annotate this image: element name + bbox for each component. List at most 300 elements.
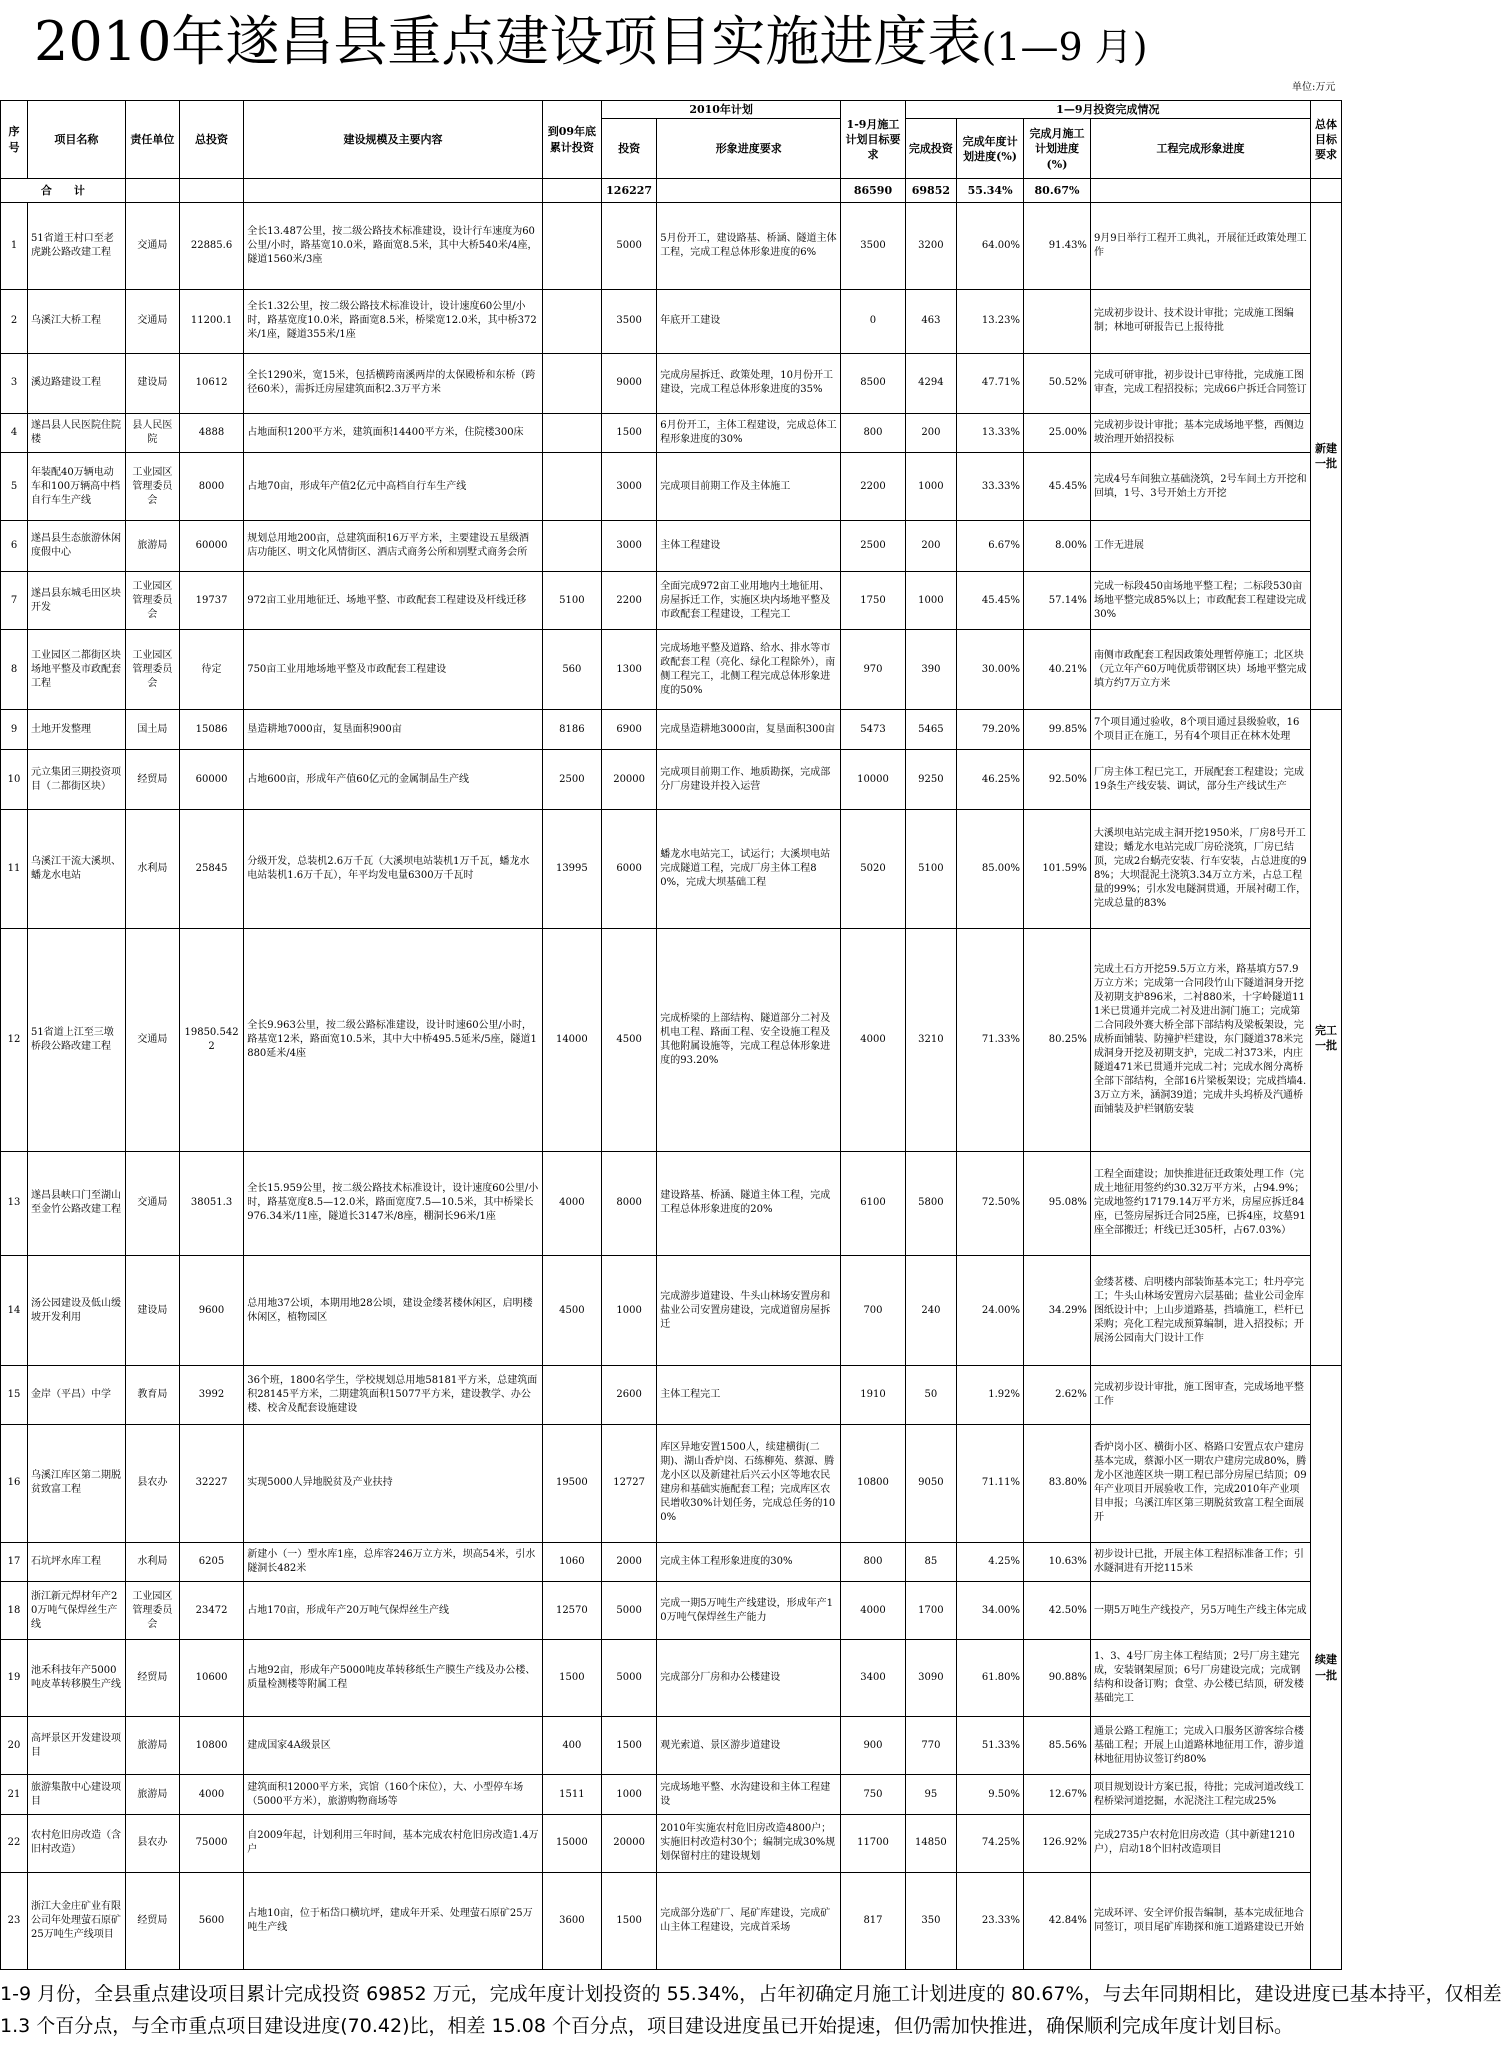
cell-pm: 99.85%	[1024, 710, 1091, 750]
cell-m9: 10000	[841, 750, 905, 810]
cell-m9: 970	[841, 629, 905, 710]
cell-no: 23	[1, 1872, 28, 1969]
cell-scope: 建筑面积12000平方米，宾馆（160个床位），大、小型停车场（5000平方米），旅游购物商场等	[244, 1775, 543, 1815]
cell-name: 池禾科技年产5000吨皮革转移膜生产线	[28, 1639, 126, 1716]
cell-inv: 1500	[601, 1716, 656, 1775]
cell-m9: 6100	[841, 1151, 905, 1256]
cell-scope: 全长1290米，宽15米，包括横跨南溪两岸的太保殿桥和东桥（跨径60米），需拆迁房屋建筑面积2.3万平方米	[244, 353, 543, 413]
cell-inv: 2200	[601, 572, 656, 630]
cell-dept: 交通局	[125, 929, 179, 1151]
cell-m9: 700	[841, 1256, 905, 1366]
cell-done: 3090	[905, 1639, 956, 1716]
cell-no: 9	[1, 710, 28, 750]
cell-cum	[542, 413, 601, 453]
note-line-1: 1-9 月份，全县重点建设项目累计完成投资 69852 万元，完成年度计划投资的 55.34%，占年初确定月施工计划进度的 80.67%，与去年同期相比，建设进度已基本持平，仅相差	[0, 1983, 1502, 2005]
cell-pm: 92.50%	[1024, 750, 1091, 810]
cell-done: 85	[905, 1542, 956, 1582]
cell-no: 4	[1, 413, 28, 453]
cell-dept: 旅游局	[125, 1716, 179, 1775]
cell-total: 23472	[179, 1582, 243, 1640]
cell-inv: 20000	[601, 750, 656, 810]
cell-scope: 占地70亩，形成年产值2亿元中高档自行车生产线	[244, 453, 543, 521]
cell-inv: 2000	[601, 1542, 656, 1582]
cell-done: 200	[905, 521, 956, 572]
cell-py: 51.33%	[957, 1716, 1024, 1775]
table-row	[1, 413, 1342, 453]
cell-total: 38051.3	[179, 1151, 243, 1256]
header-scope: 建设规模及主要内容	[244, 101, 543, 179]
cell-name: 遂昌县峡口门至湖山至金竹公路改建工程	[28, 1151, 126, 1256]
cell-inv: 1300	[601, 629, 656, 710]
cell-dept: 工业园区管理委员会	[125, 453, 179, 521]
cell-fd: 厂房主体工程已完工，开展配套工程建设；完成19条生产线安装、调试，部分生产线试生产	[1090, 750, 1310, 810]
cell-total: 10612	[179, 353, 243, 413]
cell-scope: 占地92亩，形成年产5000吨皮革转移纸生产膜生产线及办公楼、质量检测楼等附属工程	[244, 1639, 543, 1716]
header-form-req: 形象进度要求	[657, 119, 841, 179]
cell-fd: 通景公路工程施工；完成入口服务区游客综合楼基础工程；开展上山道路林地征用工作，游步道林地征用协议签订约80%	[1090, 1716, 1310, 1775]
table-row	[1, 1872, 1342, 1969]
cell-no: 21	[1, 1775, 28, 1815]
cell-pm: 50.52%	[1024, 353, 1091, 413]
cell-py: 24.00%	[957, 1256, 1024, 1366]
header-form-done: 工程完成形象进度	[1090, 119, 1310, 179]
header-total: 总投资	[179, 101, 243, 179]
cell-pm: 101.59%	[1024, 810, 1091, 929]
cell-fd: 大溪坝电站完成主洞开挖1950米，厂房8号开工建设；蟠龙水电站完成厂房砼浇筑，厂房已结顶，完成2台蜗壳安装、行车安装，占总进度的98%；大坝混泥土浇筑3.34万立方米，占总工程量的99%；引水发电隧洞贯通，开展衬砌工作，完成总量的83%	[1090, 810, 1310, 929]
cell-total: 22885.6	[179, 202, 243, 289]
cell-fd: 工程全面建设；加快推进征迁政策处理工作（完成土地征用签约约30.32万平方米，占94.9%；完成地签约17179.14万平方米，房屋应拆迁84座，已签房屋拆迁合同25座，已拆4座，坟墓91座全部搬迁；杆线已迁305杆，占67.03%）	[1090, 1151, 1310, 1256]
cell-cum	[542, 453, 601, 521]
cell-req: 完成部分厂房和办公楼建设	[657, 1639, 841, 1716]
cell-dept: 水利局	[125, 1542, 179, 1582]
cell-py: 79.20%	[957, 710, 1024, 750]
cell-pm: 45.45%	[1024, 453, 1091, 521]
title-main: 2010年遂昌县重点建设项目实施进度表	[34, 10, 982, 73]
cell-fd: 完成初步设计、技术设计审批；完成施工图编制；林地可研报告已上报待批	[1090, 289, 1310, 353]
cell-scope: 占地600亩，形成年产值60亿元的金属制品生产线	[244, 750, 543, 810]
total-m9: 86590	[841, 179, 905, 203]
cell-done: 1700	[905, 1582, 956, 1640]
cell-name: 遂昌县东城毛田区块开发	[28, 572, 126, 630]
cell-m9: 10800	[841, 1425, 905, 1543]
table-row	[1, 1582, 1342, 1640]
cell-done: 3210	[905, 929, 956, 1151]
table-row	[1, 453, 1342, 521]
cell-name: 年装配40万辆电动车和100万辆高中档自行车生产线	[28, 453, 126, 521]
cell-total: 75000	[179, 1815, 243, 1873]
cell-py: 72.50%	[957, 1151, 1024, 1256]
header-cum09: 到09年底累计投资	[542, 101, 601, 179]
cell-total: 15086	[179, 710, 243, 750]
cell-inv: 5000	[601, 202, 656, 289]
cell-dept: 交通局	[125, 202, 179, 289]
cell-py: 74.25%	[957, 1815, 1024, 1873]
cell-name: 元立集团三期投资项目（二都街区块）	[28, 750, 126, 810]
cell-fd: 9月9日举行工程开工典礼，开展征迁政策处理工作	[1090, 202, 1310, 289]
table-row	[1, 1815, 1342, 1873]
cell-no: 12	[1, 929, 28, 1151]
cell-pm: 8.00%	[1024, 521, 1091, 572]
cell-pm: 80.25%	[1024, 929, 1091, 1151]
cell-m9: 817	[841, 1872, 905, 1969]
cell-cum: 14000	[542, 929, 601, 1151]
header-name: 项目名称	[28, 101, 126, 179]
total-pct-month: 80.67%	[1024, 179, 1091, 203]
cell-m9: 800	[841, 1542, 905, 1582]
cell-m9: 3400	[841, 1639, 905, 1716]
cell-py: 9.50%	[957, 1775, 1024, 1815]
cell-scope: 分级开发，总装机2.6万千瓦（大溪坝电站装机1万千瓦，蟠龙水电站装机1.6万千瓦），年平均发电量6300万千瓦时	[244, 810, 543, 929]
cell-name: 石坑坪水库工程	[28, 1542, 126, 1582]
cell-scope: 新建小（一）型水库1座，总库容246万立方米，坝高54米，引水隧洞长482米	[244, 1542, 543, 1582]
cell-inv: 5000	[601, 1582, 656, 1640]
cell-scope: 自2009年起，计划利用三年时间，基本完成农村危旧房改造1.4万户	[244, 1815, 543, 1873]
cell-no: 13	[1, 1151, 28, 1256]
cell-no: 6	[1, 521, 28, 572]
cell-pm: 57.14%	[1024, 572, 1091, 630]
cell-pm: 12.67%	[1024, 1775, 1091, 1815]
cell-req: 完成项目前期工作、地质勘探，完成部分厂房建设并投入运营	[657, 750, 841, 810]
cell-name: 遂昌县人民医院住院楼	[28, 413, 126, 453]
cell-dept: 县人民医院	[125, 413, 179, 453]
cell-dept: 交通局	[125, 289, 179, 353]
cell-req: 蟠龙水电站完工，试运行；大溪坝电站完成隧道工程，完成厂房主体工程80%，完成大坝基础工程	[657, 810, 841, 929]
cell-fd: 7个项目通过验收，8个项目通过县级验收，16个项目正在施工，另有4个项目正在林木处理	[1090, 710, 1310, 750]
cell-done: 95	[905, 1775, 956, 1815]
cell-name: 土地开发整理	[28, 710, 126, 750]
cell-req: 完成项目前期工作及主体施工	[657, 453, 841, 521]
cell-cum: 8186	[542, 710, 601, 750]
cell-inv: 1500	[601, 1872, 656, 1969]
cell-m9: 5020	[841, 810, 905, 929]
cell-scope: 规划总用地200亩，总建筑面积16万平方米，主要建设五星级酒店功能区、明文化风情街区、酒店式商务公所和别墅式商务会所	[244, 521, 543, 572]
cell-inv: 6900	[601, 710, 656, 750]
cell-py: 64.00%	[957, 202, 1024, 289]
cell-fd: 完成环评、安全评价报告编制，基本完成征地合同签订，项目尾矿库勘探和施工道路建设已开始	[1090, 1872, 1310, 1969]
cell-req: 完成一期5万吨生产线建设，形成年产10万吨气保焊丝生产能力	[657, 1582, 841, 1640]
cell-no: 17	[1, 1542, 28, 1582]
cell-inv: 1000	[601, 1256, 656, 1366]
cell-cum	[542, 202, 601, 289]
cell-fd: 完成初步设计审批，施工图审查，完成场地平整工作	[1090, 1366, 1310, 1425]
goal-cell: 完工一批	[1311, 710, 1342, 1366]
cell-inv: 20000	[601, 1815, 656, 1873]
cell-req: 完成部分选矿厂、尾矿库建设，完成矿山主体工程建设，完成首采场	[657, 1872, 841, 1969]
table-row	[1, 289, 1342, 353]
cell-pm: 2.62%	[1024, 1366, 1091, 1425]
cell-no: 10	[1, 750, 28, 810]
cell-name: 遂昌县生态旅游休闲度假中心	[28, 521, 126, 572]
cell-total: 待定	[179, 629, 243, 710]
cell-req: 观光索道、景区游步道建设	[657, 1716, 841, 1775]
cell-inv: 3000	[601, 453, 656, 521]
cell-pm: 126.92%	[1024, 1815, 1091, 1873]
cell-scope: 全长1.32公里，按二级公路技术标准设计，设计速度60公里/小时，路基宽度10.0米，路面宽8.5米，桥梁宽12.0米，其中桥372米/1座，隧道355米/1座	[244, 289, 543, 353]
cell-no: 20	[1, 1716, 28, 1775]
cell-req: 完成场地平整、水沟建设和主体工程建设	[657, 1775, 841, 1815]
cell-name: 高坪景区开发建设项目	[28, 1716, 126, 1775]
cell-dept: 县农办	[125, 1815, 179, 1873]
cell-total: 11200.1	[179, 289, 243, 353]
cell-no: 15	[1, 1366, 28, 1425]
total-label: 合 计	[1, 179, 126, 203]
cell-no: 11	[1, 810, 28, 929]
cell-inv: 9000	[601, 353, 656, 413]
cell-name: 工业园区二都街区块场地平整及市政配套工程	[28, 629, 126, 710]
cell-py: 46.25%	[957, 750, 1024, 810]
cell-dept: 交通局	[125, 1151, 179, 1256]
cell-req: 库区异地安置1500人，续建横街(二期)、湖山香炉岗、石练柳苑、蔡源、腾龙小区以及新建社后兴云小区等地农民建房和基础实施配套工程；完成库区农民增收30%计划任务，完成总任务的100%	[657, 1425, 841, 1543]
table-row	[1, 810, 1342, 929]
title-suffix: (1—9 月)	[981, 25, 1148, 69]
cell-total: 32227	[179, 1425, 243, 1543]
header-pct-year: 完成年度计划进度(%)	[957, 119, 1024, 179]
cell-dept: 旅游局	[125, 521, 179, 572]
cell-total: 3992	[179, 1366, 243, 1425]
cell-done: 240	[905, 1256, 956, 1366]
cell-inv: 3000	[601, 521, 656, 572]
cell-inv: 3500	[601, 289, 656, 353]
cell-fd: 1、3、4号厂房主体工程结顶；2号厂房主建完成，安装钢架屋顶；6号厂房建设完成；完成钢结构和设备订购；食堂、办公楼已结顶，研发楼基础完工	[1090, 1639, 1310, 1716]
cell-py: 6.67%	[957, 521, 1024, 572]
cell-cum: 15000	[542, 1815, 601, 1873]
cell-done: 5800	[905, 1151, 956, 1256]
total-pct-year: 55.34%	[957, 179, 1024, 203]
cell-scope: 750亩工业用地场地平整及市政配套工程建设	[244, 629, 543, 710]
cell-fd: 完成一标段450亩场地平整工程；二标段530亩场地平整完成85%以上；市政配套工程建设完成30%	[1090, 572, 1310, 630]
cell-name: 农村危旧房改造（含旧村改造）	[28, 1815, 126, 1873]
cell-m9: 2200	[841, 453, 905, 521]
cell-pm: 95.08%	[1024, 1151, 1091, 1256]
cell-done: 200	[905, 413, 956, 453]
cell-scope: 36个班，1800名学生，学校规划总用地58181平方米，总建筑面积28145平方米，二期建筑面积15077平方米，建设教学、办公楼、校舍及配套设施建设	[244, 1366, 543, 1425]
table-row	[1, 521, 1342, 572]
cell-pm	[1024, 289, 1091, 353]
table-row	[1, 1775, 1342, 1815]
note-line-2: 1.3 个百分点，与全市重点项目建设进度(70.42)比，相差 15.08 个百分点，项目建设进度虽已开始提速，但仍需加快推进，确保顺利完成年度计划目标。	[0, 2015, 1293, 2037]
cell-req: 完成房屋拆迁、政策处理，10月份开工建设，完成工程总体形象进度的35%	[657, 353, 841, 413]
cell-total: 4000	[179, 1775, 243, 1815]
cell-fd: 工作无进展	[1090, 521, 1310, 572]
cell-dept: 旅游局	[125, 1775, 179, 1815]
header-pct-month: 完成月施工计划进度(%)	[1024, 119, 1091, 179]
cell-name: 51省道王村口至老虎跳公路改建工程	[28, 202, 126, 289]
cell-dept: 经贸局	[125, 750, 179, 810]
cell-scope: 建成国家4A级景区	[244, 1716, 543, 1775]
cell-dept: 工业园区管理委员会	[125, 1582, 179, 1640]
table-body	[1, 179, 1342, 1970]
cell-inv: 1500	[601, 413, 656, 453]
cell-done: 1000	[905, 453, 956, 521]
table-row	[1, 1639, 1342, 1716]
cell-req: 完成场地平整及道路、给水、排水等市政配套工程（亮化、绿化工程除外），南侧工程完工，北侧工程完成总体形象进度的50%	[657, 629, 841, 710]
cell-fd: 完成初步设计审批；基本完成场地平整，西侧边坡治理开始招投标	[1090, 413, 1310, 453]
cell-dept: 工业园区管理委员会	[125, 629, 179, 710]
cell-name: 51省道上江至三墩桥段公路改建工程	[28, 929, 126, 1151]
cell-cum: 1060	[542, 1542, 601, 1582]
cell-scope: 全长9.963公里，按二级公路标准建设，设计时速60公里/小时，路基宽12米，路面宽10.5米，其中大中桥495.5延米/5座，隧道1880延米/4座	[244, 929, 543, 1151]
cell-done: 463	[905, 289, 956, 353]
cell-name: 浙江大金庄矿业有限公司年处理萤石原矿25万吨生产线项目	[28, 1872, 126, 1969]
header-row-1	[1, 101, 1342, 119]
cell-py: 45.45%	[957, 572, 1024, 630]
cell-total: 10600	[179, 1639, 243, 1716]
cell-no: 14	[1, 1256, 28, 1366]
cell-inv: 1000	[601, 1775, 656, 1815]
cell-cum: 560	[542, 629, 601, 710]
cell-pm: 91.43%	[1024, 202, 1091, 289]
cell-req: 完成游步道建设、牛头山林场安置房和盐业公司安置房建设，完成道留房屋拆迁	[657, 1256, 841, 1366]
cell-scope: 占地10亩，位于柘岱口横坑坪，建成年开采、处理萤石原矿25万吨生产线	[244, 1872, 543, 1969]
cell-total: 8000	[179, 453, 243, 521]
cell-done: 5465	[905, 710, 956, 750]
cell-dept: 水利局	[125, 810, 179, 929]
table-row	[1, 1256, 1342, 1366]
cell-scope: 占地170亩，形成年产20万吨气保焊丝生产线	[244, 1582, 543, 1640]
total-invest: 126227	[601, 179, 656, 203]
cell-m9: 11700	[841, 1815, 905, 1873]
cell-m9: 5473	[841, 710, 905, 750]
summary-note	[0, 1978, 1502, 2042]
cell-cum: 1500	[542, 1639, 601, 1716]
cell-py: 1.92%	[957, 1366, 1024, 1425]
cell-m9: 4000	[841, 1582, 905, 1640]
cell-py: 33.33%	[957, 453, 1024, 521]
cell-inv: 4500	[601, 929, 656, 1151]
cell-name: 乌溪江大桥工程	[28, 289, 126, 353]
cell-done: 14850	[905, 1815, 956, 1873]
cell-req: 主体工程建设	[657, 521, 841, 572]
cell-m9: 1910	[841, 1366, 905, 1425]
cell-dept: 经贸局	[125, 1872, 179, 1969]
cell-req: 年底开工建设	[657, 289, 841, 353]
cell-m9: 900	[841, 1716, 905, 1775]
cell-no: 8	[1, 629, 28, 710]
cell-done: 4294	[905, 353, 956, 413]
page-title	[34, 6, 1148, 83]
cell-cum	[542, 353, 601, 413]
cell-cum: 4000	[542, 1151, 601, 1256]
cell-total: 9600	[179, 1256, 243, 1366]
total-row	[1, 179, 1342, 203]
cell-cum: 5100	[542, 572, 601, 630]
cell-done: 9050	[905, 1425, 956, 1543]
cell-inv: 12727	[601, 1425, 656, 1543]
cell-pm: 34.29%	[1024, 1256, 1091, 1366]
table-row	[1, 1366, 1342, 1425]
cell-scope: 972亩工业用地征迁、场地平整、市政配套工程建设及杆线迁移	[244, 572, 543, 630]
cell-dept: 建设局	[125, 1256, 179, 1366]
table-row	[1, 929, 1342, 1151]
cell-py: 4.25%	[957, 1542, 1024, 1582]
table-row	[1, 710, 1342, 750]
cell-dept: 工业园区管理委员会	[125, 572, 179, 630]
cell-req: 6月份开工，主体工程建设，完成总体工程形象进度的30%	[657, 413, 841, 453]
cell-total: 60000	[179, 521, 243, 572]
cell-name: 旅游集散中心建设项目	[28, 1775, 126, 1815]
cell-py: 13.33%	[957, 413, 1024, 453]
cell-cum: 4500	[542, 1256, 601, 1366]
cell-dept: 国土局	[125, 710, 179, 750]
table-row	[1, 629, 1342, 710]
table-row	[1, 1716, 1342, 1775]
header-done: 完成投资	[905, 119, 956, 179]
cell-pm: 40.21%	[1024, 629, 1091, 710]
progress-table	[0, 100, 1342, 1970]
header-m9-plan: 1-9月施工计划目标要求	[841, 101, 905, 179]
cell-req: 完成桥梁的上部结构、隧道部分二衬及机电工程、路面工程、安全设施工程及其他附属设施等，完成工程总体形象进度的93.20%	[657, 929, 841, 1151]
cell-py: 71.11%	[957, 1425, 1024, 1543]
cell-done: 9250	[905, 750, 956, 810]
cell-no: 1	[1, 202, 28, 289]
header-goal: 总体目标要求	[1311, 101, 1342, 179]
cell-m9: 2500	[841, 521, 905, 572]
cell-pm: 25.00%	[1024, 413, 1091, 453]
cell-no: 5	[1, 453, 28, 521]
cell-inv: 2600	[601, 1366, 656, 1425]
cell-pm: 10.63%	[1024, 1542, 1091, 1582]
cell-no: 18	[1, 1582, 28, 1640]
cell-done: 3200	[905, 202, 956, 289]
cell-pm: 83.80%	[1024, 1425, 1091, 1543]
cell-cum	[542, 1366, 601, 1425]
table-row	[1, 353, 1342, 413]
cell-inv: 5000	[601, 1639, 656, 1716]
cell-no: 19	[1, 1639, 28, 1716]
cell-fd: 完成4号车间独立基础浇筑，2号车间土方开挖和回填，1号、3号开始土方开挖	[1090, 453, 1310, 521]
cell-dept: 建设局	[125, 353, 179, 413]
cell-m9: 1750	[841, 572, 905, 630]
cell-fd: 初步设计已批，开展主体工程招标准备工作；引水隧洞进有开挖115米	[1090, 1542, 1310, 1582]
cell-no: 16	[1, 1425, 28, 1543]
cell-name: 汤公园建设及低山缓坡开发利用	[28, 1256, 126, 1366]
cell-py: 47.71%	[957, 353, 1024, 413]
cell-pm: 42.84%	[1024, 1872, 1091, 1969]
cell-dept: 县农办	[125, 1425, 179, 1543]
cell-fd: 一期5万吨生产线投产，另5万吨生产线主体完成	[1090, 1582, 1310, 1640]
cell-cum: 1511	[542, 1775, 601, 1815]
table-row	[1, 1542, 1342, 1582]
cell-pm: 85.56%	[1024, 1716, 1091, 1775]
cell-scope: 全长13.487公里，按二级公路技术标准建设，设计行车速度为60公里/小时，路基宽10.0米，路面宽8.5米，其中大桥540米/4座，隧道1560米/3座	[244, 202, 543, 289]
cell-m9: 0	[841, 289, 905, 353]
cell-done: 1000	[905, 572, 956, 630]
cell-fd: 完成可研审批，初步设计已审待批，完成施工图审查，完成工程招投标；完成66户拆迁合同签订	[1090, 353, 1310, 413]
header-no: 序号	[1, 101, 28, 179]
cell-name: 浙江新元焊材年产20万吨气保焊丝生产线	[28, 1582, 126, 1640]
table-row	[1, 572, 1342, 630]
cell-req: 建设路基、桥涵、隧道主体工程，完成工程总体形象进度的20%	[657, 1151, 841, 1256]
cell-req: 2010年实施农村危旧房改造4800户；实施旧村改造村30个；编制完成30%规划保留村庄的建设规划	[657, 1815, 841, 1873]
cell-inv: 6000	[601, 810, 656, 929]
unit-label: 单位:万元	[1292, 82, 1336, 93]
cell-req: 主体工程完工	[657, 1366, 841, 1425]
cell-done: 350	[905, 1872, 956, 1969]
goal-cell: 新建一批	[1311, 202, 1342, 710]
cell-name: 乌溪江干流大溪坝、蟠龙水电站	[28, 810, 126, 929]
table-row	[1, 750, 1342, 810]
total-done: 69852	[905, 179, 956, 203]
cell-done: 770	[905, 1716, 956, 1775]
cell-cum: 3600	[542, 1872, 601, 1969]
cell-scope: 垦造耕地7000亩，复垦面积900亩	[244, 710, 543, 750]
cell-total: 25845	[179, 810, 243, 929]
cell-fd: 南侧市政配套工程因政策处理暂停施工；北区块（元立年产60万吨优质带钢区块）场地平整完成填方约7万立方米	[1090, 629, 1310, 710]
cell-m9: 4000	[841, 929, 905, 1151]
table-row	[1, 202, 1342, 289]
cell-cum: 2500	[542, 750, 601, 810]
cell-m9: 3500	[841, 202, 905, 289]
